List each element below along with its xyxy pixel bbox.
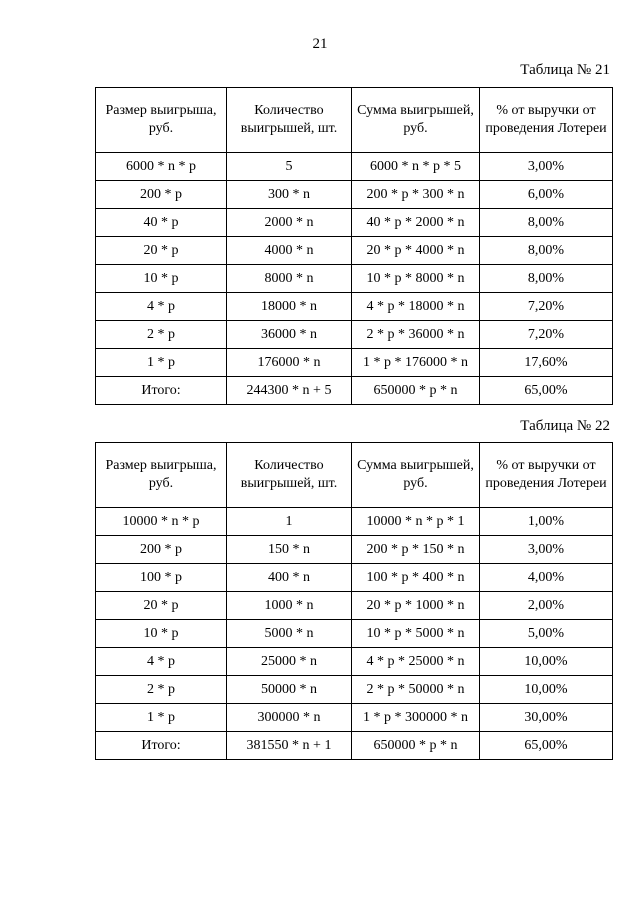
header-revenue-percent: % от выручки от проведения Лотереи (480, 443, 613, 508)
cell-revenue-percent: 30,00% (480, 704, 613, 732)
cell-prize-count: 400 * n (227, 564, 352, 592)
cell-prize-size: 20 * p (96, 592, 227, 620)
cell-prize-sum: 2 * p * 50000 * n (352, 676, 480, 704)
cell-prize-size: Итого: (96, 377, 227, 405)
cell-revenue-percent: 10,00% (480, 648, 613, 676)
table-row (96, 620, 613, 648)
cell-prize-sum: 1 * p * 176000 * n (352, 349, 480, 377)
cell-prize-size: 100 * p (96, 564, 227, 592)
cell-prize-size: 2 * p (96, 321, 227, 349)
header-prize-size: Размер выигрыша, руб. (96, 443, 227, 508)
table-total-row (96, 732, 613, 760)
table-row (96, 321, 613, 349)
cell-prize-size: 200 * p (96, 181, 227, 209)
cell-revenue-percent: 7,20% (480, 321, 613, 349)
table-row (96, 592, 613, 620)
header-prize-sum: Сумма выигрышей, руб. (352, 443, 480, 508)
table-row (96, 181, 613, 209)
prize-table-21 (95, 87, 613, 405)
page-number: 21 (312, 36, 328, 52)
cell-prize-sum: 200 * p * 300 * n (352, 181, 480, 209)
cell-prize-size: 1 * p (96, 349, 227, 377)
cell-revenue-percent: 2,00% (480, 592, 613, 620)
cell-revenue-percent: 65,00% (480, 377, 613, 405)
prize-table-22 (95, 442, 613, 760)
cell-prize-count: 2000 * n (227, 209, 352, 237)
cell-prize-size: Итого: (96, 732, 227, 760)
cell-prize-sum: 10 * p * 5000 * n (352, 620, 480, 648)
cell-prize-sum: 20 * p * 1000 * n (352, 592, 480, 620)
cell-revenue-percent: 7,20% (480, 293, 613, 321)
cell-prize-size: 10 * p (96, 620, 227, 648)
table-row (96, 648, 613, 676)
cell-prize-sum: 200 * p * 150 * n (352, 536, 480, 564)
cell-revenue-percent: 17,60% (480, 349, 613, 377)
table-row (96, 153, 613, 181)
table-row (96, 564, 613, 592)
cell-prize-size: 20 * p (96, 237, 227, 265)
table-21-caption: Таблица № 21 (520, 62, 610, 78)
table-total-row (96, 377, 613, 405)
table-row (96, 676, 613, 704)
cell-revenue-percent: 8,00% (480, 237, 613, 265)
cell-prize-size: 1 * p (96, 704, 227, 732)
cell-prize-sum: 4 * p * 25000 * n (352, 648, 480, 676)
cell-prize-size: 2 * p (96, 676, 227, 704)
cell-prize-sum: 6000 * n * p * 5 (352, 153, 480, 181)
header-prize-sum: Сумма выигрышей, руб. (352, 88, 480, 153)
table-row (96, 508, 613, 536)
header-prize-count: Количество выигрышей, шт. (227, 443, 352, 508)
cell-prize-count: 1000 * n (227, 592, 352, 620)
header-prize-size: Размер выигрыша, руб. (96, 88, 227, 153)
cell-prize-size: 10 * p (96, 265, 227, 293)
header-revenue-percent: % от выручки от проведения Лотереи (480, 88, 613, 153)
table-row (96, 237, 613, 265)
cell-prize-count: 25000 * n (227, 648, 352, 676)
cell-revenue-percent: 4,00% (480, 564, 613, 592)
cell-prize-size: 200 * p (96, 536, 227, 564)
table-row (96, 349, 613, 377)
cell-prize-count: 150 * n (227, 536, 352, 564)
table-row (96, 209, 613, 237)
cell-revenue-percent: 5,00% (480, 620, 613, 648)
table-row (96, 293, 613, 321)
cell-prize-count: 8000 * n (227, 265, 352, 293)
cell-prize-sum: 20 * p * 4000 * n (352, 237, 480, 265)
cell-prize-count: 300000 * n (227, 704, 352, 732)
cell-prize-count: 50000 * n (227, 676, 352, 704)
table-body (96, 153, 613, 405)
cell-prize-count: 244300 * n + 5 (227, 377, 352, 405)
table-22-caption: Таблица № 22 (520, 418, 610, 434)
cell-prize-size: 4 * p (96, 648, 227, 676)
cell-prize-count: 5000 * n (227, 620, 352, 648)
cell-prize-count: 1 (227, 508, 352, 536)
cell-prize-count: 5 (227, 153, 352, 181)
table-row (96, 704, 613, 732)
table-header-row (96, 443, 613, 508)
cell-prize-size: 10000 * n * p (96, 508, 227, 536)
cell-prize-sum: 10000 * n * p * 1 (352, 508, 480, 536)
cell-prize-sum: 4 * p * 18000 * n (352, 293, 480, 321)
cell-prize-count: 300 * n (227, 181, 352, 209)
cell-prize-count: 176000 * n (227, 349, 352, 377)
cell-prize-sum: 2 * p * 36000 * n (352, 321, 480, 349)
table-row (96, 536, 613, 564)
cell-revenue-percent: 65,00% (480, 732, 613, 760)
table-row (96, 265, 613, 293)
cell-revenue-percent: 8,00% (480, 209, 613, 237)
cell-prize-sum: 40 * p * 2000 * n (352, 209, 480, 237)
cell-prize-size: 4 * p (96, 293, 227, 321)
cell-revenue-percent: 8,00% (480, 265, 613, 293)
cell-prize-sum: 100 * p * 400 * n (352, 564, 480, 592)
cell-revenue-percent: 6,00% (480, 181, 613, 209)
cell-revenue-percent: 10,00% (480, 676, 613, 704)
cell-revenue-percent: 3,00% (480, 536, 613, 564)
cell-prize-count: 18000 * n (227, 293, 352, 321)
cell-revenue-percent: 3,00% (480, 153, 613, 181)
cell-prize-size: 6000 * n * p (96, 153, 227, 181)
cell-prize-sum: 10 * p * 8000 * n (352, 265, 480, 293)
header-prize-count: Количество выигрышей, шт. (227, 88, 352, 153)
table-body (96, 508, 613, 760)
cell-prize-count: 381550 * n + 1 (227, 732, 352, 760)
cell-revenue-percent: 1,00% (480, 508, 613, 536)
cell-prize-count: 4000 * n (227, 237, 352, 265)
cell-prize-sum: 650000 * p * n (352, 377, 480, 405)
cell-prize-size: 40 * p (96, 209, 227, 237)
cell-prize-sum: 1 * p * 300000 * n (352, 704, 480, 732)
table-header-row (96, 88, 613, 153)
cell-prize-sum: 650000 * p * n (352, 732, 480, 760)
cell-prize-count: 36000 * n (227, 321, 352, 349)
